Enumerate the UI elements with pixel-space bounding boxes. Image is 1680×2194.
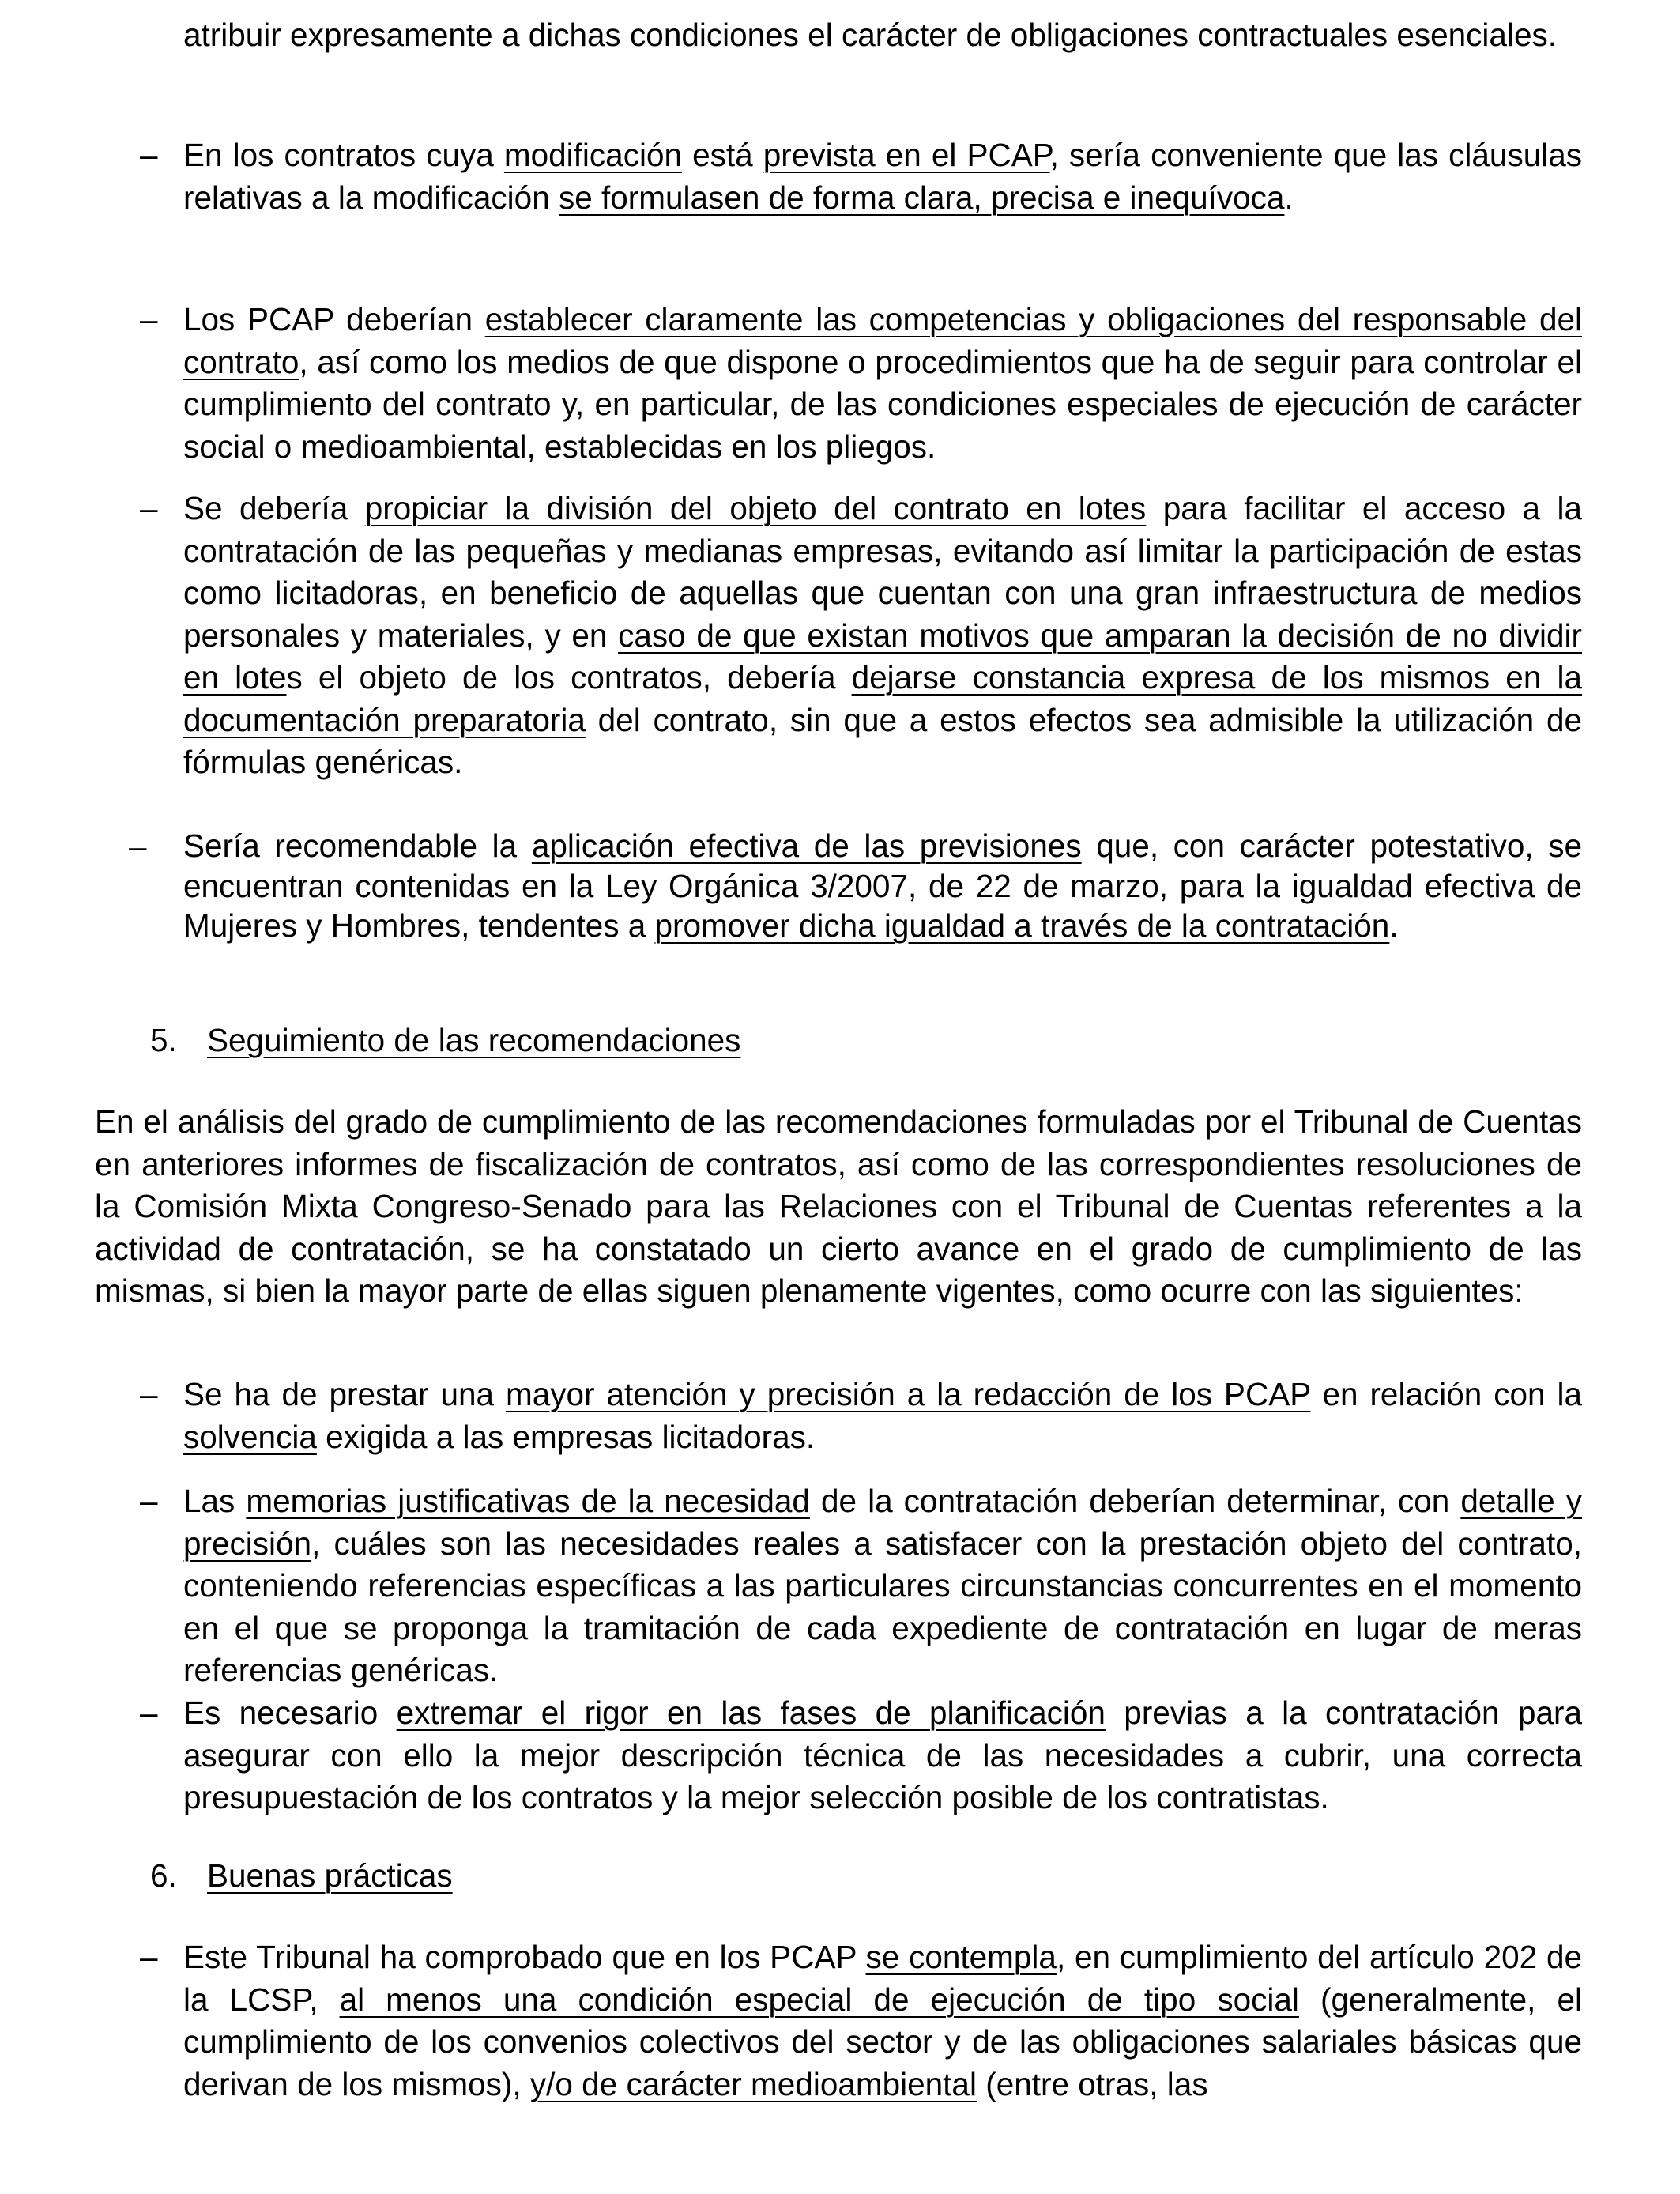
- text-run: , cuáles son las necesidades reales a satisfacer con la prestación objeto del contrato, conteniendo referencias específicas a las particulares circunstancias concurrentes en el momento en el que se proponga la tramitación de cada expediente de contratación en lugar de meras referencias genéricas.: [183, 1525, 1582, 1688]
- underlined-phrase: memorias justificativas de la necesidad: [246, 1483, 810, 1519]
- underlined-phrase: prevista en el PCAP: [763, 137, 1050, 173]
- text-run: s el objeto de los contratos, debería: [286, 659, 852, 696]
- text-run: Es necesario: [183, 1695, 397, 1731]
- text-run: (generalmente, el cumplimiento de los convenios colectivos del sector y de las obligaciones salariales básicas que derivan de los mismos),: [183, 1981, 1582, 2102]
- underlined-phrase: modificación: [503, 137, 682, 173]
- text-run: está: [682, 137, 763, 173]
- text-run: , sería conveniente que las cláusulas relativas a la modificación: [183, 137, 1582, 216]
- section-heading-seguimiento: Seguimiento de las recomendaciones: [207, 1022, 741, 1058]
- text-run: , en cumplimiento del artículo 202 de la LCSP,: [183, 1939, 1582, 2018]
- recommendation-modification: [183, 134, 1582, 219]
- text-run: Se debería: [183, 490, 365, 526]
- bullet-dash: –: [140, 1483, 158, 1519]
- underlined-phrase: establecer claramente las competencias y obligaciones del responsable del contrato: [183, 301, 1582, 380]
- text-run: Se ha de prestar una: [183, 1376, 506, 1412]
- bullet-dash: –: [140, 301, 158, 337]
- underlined-phrase: detalle y precisión: [183, 1483, 1582, 1562]
- text-run: para facilitar el acceso a la contratación de las pequeñas y medianas empresas, evitando así limitar la participación de estas como licitadoras, en beneficio de aquellas que cuentan con una gran infraestructura de medios personales y materiales, y en: [183, 490, 1583, 654]
- text-run: .: [1284, 179, 1294, 216]
- text-run: En los contratos cuya: [183, 137, 504, 173]
- recommendation-responsable: [183, 299, 1582, 468]
- text-run: , así como los medios de que dispone o procedimientos que ha de seguir para controlar el cumplimiento del contrato y, en particular, de las condiciones especiales de ejecución de carácter social o medioambiental, establecidas en los pliegos.: [183, 343, 1582, 465]
- bullet-dash: –: [140, 1376, 158, 1412]
- text-run: .: [1389, 907, 1399, 944]
- text-run: previas a la contratación para asegurar con ello la mejor descripción técnica de las necesidades a cubrir, una correcta presupuestación de los contratos y la mejor selección posible de los contratistas.: [183, 1695, 1582, 1815]
- underlined-phrase: se contempla: [865, 1939, 1057, 1975]
- bullet-dash: –: [140, 1695, 158, 1731]
- underlined-phrase: extremar el rigor en las fases de planificación: [396, 1695, 1106, 1731]
- underlined-phrase: y/o de carácter medioambiental: [529, 2065, 977, 2102]
- underlined-phrase: caso de que existan motivos que amparan la decisión de no dividir en lote: [183, 616, 1582, 696]
- text-run: en relación con la: [1310, 1376, 1582, 1412]
- underlined-phrase: aplicación efectiva de las previsiones: [531, 827, 1082, 864]
- text-run: Este Tribunal ha comprobado que en los PCAP: [183, 1939, 866, 1975]
- underlined-phrase: dejarse constancia expresa de los mismos en la documentación preparatoria: [183, 659, 1583, 738]
- paragraph-continuation: [183, 14, 1582, 57]
- underlined-phrase: promover dicha igualdad a través de la contratación: [654, 907, 1390, 944]
- underlined-phrase: al menos una condición especial de ejecución de tipo social: [339, 1981, 1299, 2018]
- text-run: En el análisis del grado de cumplimiento de las recomendaciones formuladas por el Tribunal de Cuentas en anteriores informes de fiscalización de contratos, así como de las correspondientes resoluciones de la Comisión Mixta Congreso-Senado para las Relaciones con el Tribunal de Cuentas referentes a la actividad de contratación, se ha constatado un cierto avance en el grado de cumplimiento de las mismas, si bien la mayor parte de ellas siguen plenamente vigentes, como ocurre con las siguientes:: [95, 1103, 1582, 1309]
- recommendation-memorias: [183, 1480, 1582, 1692]
- bullet-dash: –: [129, 828, 147, 865]
- text-run: (entre otras, las: [976, 2065, 1208, 2102]
- text-run: del contrato, sin que a estos efectos sea admisible la utilización de fórmulas genéricas.: [183, 701, 1583, 780]
- section-heading-buenas-practicas: Buenas prácticas: [207, 1857, 453, 1894]
- bullet-dash: –: [140, 1939, 158, 1975]
- text-run: de la contratación deberían determinar, con: [809, 1483, 1461, 1519]
- body-paragraph-seguimiento: [95, 1101, 1582, 1313]
- text-run: Los PCAP deberían: [183, 301, 485, 337]
- text-run: Sería recomendable la: [183, 827, 532, 864]
- good-practice-condiciones: [183, 1936, 1582, 2105]
- underlined-phrase: se formulasen de forma clara, precisa e inequívoca: [558, 179, 1285, 216]
- text-run: exigida a las empresas licitadoras.: [316, 1418, 816, 1455]
- recommendation-planificacion: [183, 1692, 1582, 1819]
- bullet-dash: –: [140, 137, 158, 173]
- section-number: 6.: [150, 1857, 177, 1894]
- underlined-phrase: mayor atención y precisión a la redacción de los PCAP: [505, 1376, 1311, 1412]
- text-run: atribuir expresamente a dichas condiciones el carácter de obligaciones contractuales esenciales.: [183, 17, 1557, 53]
- recommendation-solvencia: [183, 1374, 1582, 1458]
- bullet-dash: –: [140, 490, 158, 526]
- text-run: Las: [183, 1483, 247, 1519]
- text-run: que, con carácter potestativo, se encuentran contenidas en la Ley Orgánica 3/2007, de 22 de marzo, para la igualdad efectiva de Mujeres y Hombres, tendentes a: [183, 827, 1583, 944]
- section-number: 5.: [150, 1022, 177, 1058]
- recommendation-lotes: [183, 488, 1582, 784]
- recommendation-igualdad: [183, 826, 1582, 946]
- underlined-phrase: propiciar la división del objeto del contrato en lotes: [364, 490, 1147, 526]
- underlined-phrase: solvencia: [183, 1418, 317, 1455]
